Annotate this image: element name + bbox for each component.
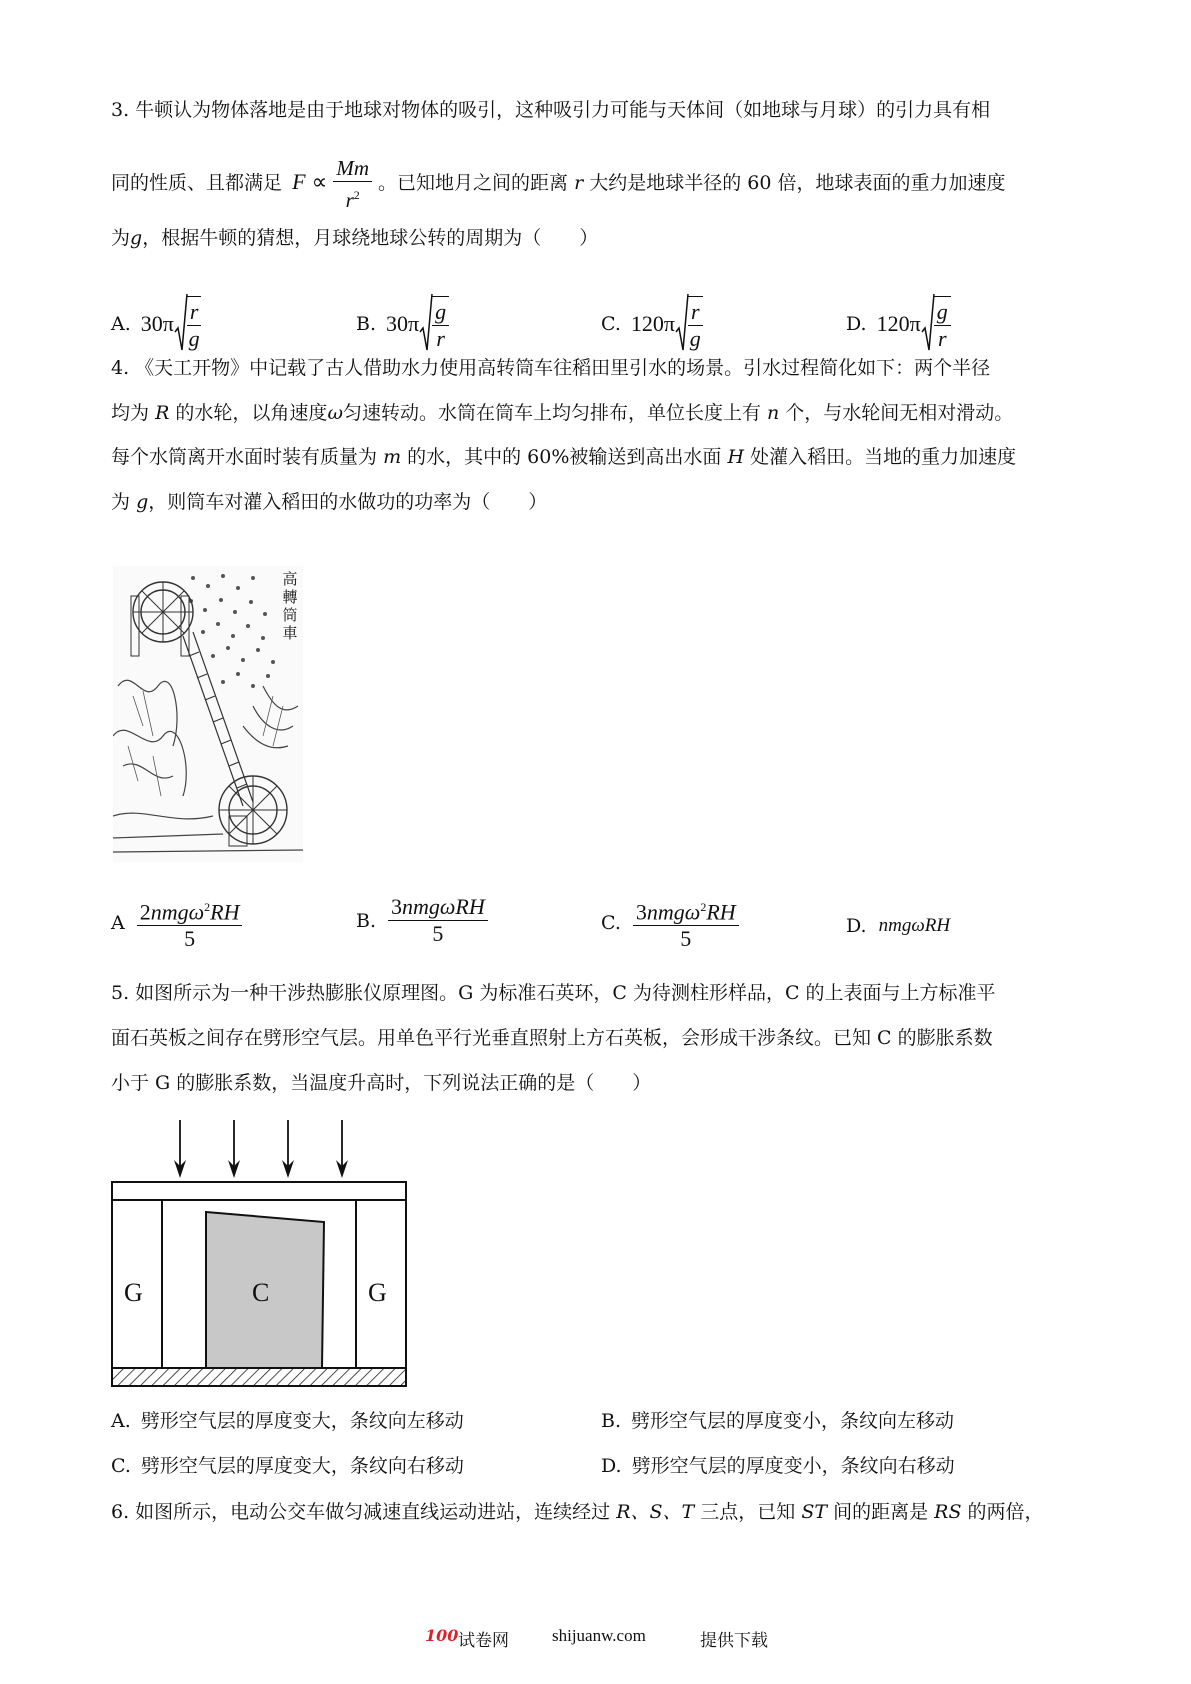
q4-option-d[interactable] bbox=[846, 914, 950, 937]
footer-logo-text: 试卷网 bbox=[458, 1631, 509, 1651]
option-label: D. bbox=[601, 1455, 622, 1477]
option-coef: 120π bbox=[876, 311, 921, 336]
q4-line-4: 为 g，则筒车对灌入稻田的水做功的功率为（ ） bbox=[111, 491, 548, 513]
q3-line2-b: 。已知地月之间的距离 bbox=[378, 172, 569, 194]
label-g-left: G bbox=[124, 1278, 143, 1307]
q5-option-d[interactable] bbox=[601, 1451, 955, 1478]
option-text: nmgωRH bbox=[878, 915, 951, 936]
option-coef: 120π bbox=[630, 311, 676, 336]
option-label: C. bbox=[601, 912, 621, 935]
q5-option-c[interactable] bbox=[111, 1451, 464, 1478]
footer-download: 提供下载 bbox=[700, 1631, 768, 1651]
water-wheel-illustration bbox=[113, 566, 303, 862]
q3-var-g: g bbox=[130, 227, 143, 249]
interferometer-diagram bbox=[110, 1110, 410, 1390]
option-label: A. bbox=[111, 313, 131, 335]
option-text: 劈形空气层的厚度变小，条纹向右移动 bbox=[631, 1455, 955, 1477]
sqrt-symbol bbox=[419, 292, 433, 356]
sqrt-symbol bbox=[675, 292, 689, 356]
q3-option-b[interactable] bbox=[356, 292, 449, 356]
option-text: 劈形空气层的厚度变大，条纹向左移动 bbox=[140, 1410, 464, 1432]
option-label: A. bbox=[111, 1410, 131, 1432]
formula-fraction bbox=[333, 155, 372, 213]
option-label: A bbox=[111, 912, 125, 935]
footer-site[interactable]: shijuanw.com bbox=[552, 1626, 646, 1645]
q5-option-b[interactable] bbox=[601, 1406, 954, 1433]
formula-denominator: $r^2$ bbox=[345, 188, 360, 212]
q5-line-3: 小于 G 的膨胀系数，当温度升高时，下列说法正确的是（ ） bbox=[111, 1072, 652, 1094]
q4-option-b[interactable] bbox=[356, 894, 488, 947]
q5-option-a[interactable] bbox=[111, 1406, 464, 1433]
option-label: B. bbox=[601, 1410, 622, 1432]
option-coef: 30π bbox=[386, 311, 420, 336]
option-label: B. bbox=[356, 909, 377, 932]
formula-F: F bbox=[292, 169, 306, 194]
q4-line-2: 均为 R 的水轮，以角速度ω匀速转动。水筒在筒车上均匀排布，单位长度上有 n 个，与水轮间无相对滑动。 bbox=[111, 402, 1014, 424]
option-text: 劈形空气层的厚度变大，条纹向右移动 bbox=[140, 1455, 464, 1477]
q3-option-d[interactable] bbox=[846, 292, 951, 356]
option-fraction: $\frac{2nmg\omega^2RH}{5}$ bbox=[137, 894, 243, 952]
option-text: 劈形空气层的厚度变小，条纹向左移动 bbox=[631, 1410, 955, 1432]
option-label: D. bbox=[846, 313, 867, 335]
q5-line-2: 面石英板之间存在劈形空气层。用单色平行光垂直照射上方石英板，会形成干涉条纹。已知 C 的膨胀系数 bbox=[111, 1027, 993, 1049]
option-label: C. bbox=[601, 313, 621, 335]
sqrt-symbol bbox=[174, 292, 188, 356]
q4-line-1: 4. 《天工开物》中记载了古人借助水力使用高转筒车往稻田里引水的场景。引水过程简化如下：两个半径 bbox=[111, 357, 991, 379]
q3-line2-c: 大约是地球半径的 60 倍，地球表面的重力加速度 bbox=[589, 172, 1006, 194]
sqrt-symbol bbox=[921, 292, 935, 356]
q6-line-1: 6. 如图所示，电动公交车做匀减速直线运动进站，连续经过 R、S、T 三点，已知 ST 间的距离是 RS 的两倍， bbox=[111, 1501, 1044, 1523]
q3-option-c[interactable] bbox=[601, 292, 703, 356]
option-fraction: $\frac{g}{r}$ bbox=[934, 296, 951, 352]
option-fraction: $\frac{g}{r}$ bbox=[432, 296, 449, 352]
q4-option-a[interactable] bbox=[111, 894, 242, 952]
option-coef: 30π bbox=[140, 311, 174, 336]
option-fraction: $\frac{3nmg\omega^2RH}{5}$ bbox=[633, 894, 739, 952]
water-wheel-drawing bbox=[113, 566, 303, 862]
formula-prop: ∝ bbox=[311, 169, 328, 194]
label-g-right: G bbox=[368, 1278, 387, 1307]
footer-logo-number: 100 bbox=[425, 1626, 459, 1645]
q3-line-2 bbox=[111, 155, 1006, 213]
option-label: C. bbox=[111, 1455, 131, 1477]
formula-numerator: Mm bbox=[333, 155, 372, 182]
option-label: D. bbox=[846, 915, 867, 937]
q5-line-1: 5. 如图所示为一种干涉热膨胀仪原理图。G 为标准石英环，C 为待测柱形样品，C 的上表面与上方标准平 bbox=[111, 982, 996, 1004]
option-fraction: $\frac{\text{3nmgωRH}}{5}$ bbox=[388, 894, 488, 947]
q4-option-c[interactable] bbox=[601, 894, 739, 952]
q3-var-r: r bbox=[574, 172, 584, 194]
q3-line2-a: 同的性质、且都满足 bbox=[111, 172, 283, 194]
q3-line-3: 为g，根据牛顿的猜想，月球绕地球公转的周期为（ ） bbox=[111, 227, 599, 249]
q4-line-3: 每个水筒离开水面时装有质量为 m 的水，其中的 60%被输送到高出水面 H 处灌入稻田。当地的重力加速度 bbox=[111, 446, 1017, 468]
q3-line-1: 3. 牛顿认为物体落地是由于地球对物体的吸引，这种吸引力可能与天体间（如地球与月球）的引力具有相 bbox=[111, 99, 991, 121]
label-c-center: C bbox=[252, 1278, 270, 1307]
option-fraction: $\frac{r}{g}$ bbox=[187, 296, 202, 352]
page-footer bbox=[0, 1624, 1191, 1654]
option-label: B. bbox=[356, 313, 377, 335]
illustration-caption: 高轉筒車 bbox=[282, 570, 298, 642]
option-fraction: $\frac{r}{g}$ bbox=[688, 296, 703, 352]
q3-option-a[interactable] bbox=[111, 292, 201, 356]
interferometer-drawing bbox=[110, 1110, 410, 1390]
